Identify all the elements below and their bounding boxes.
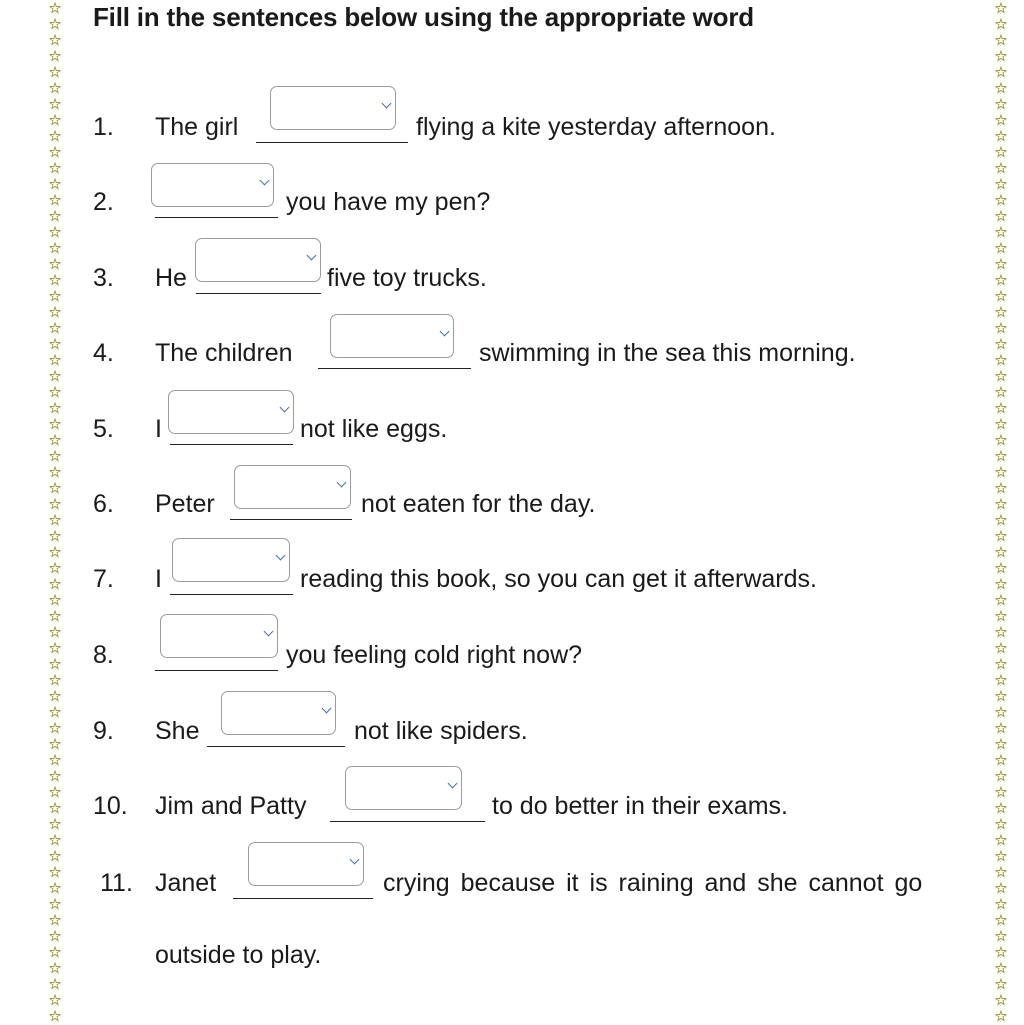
sentence-text-before: Peter <box>155 490 215 518</box>
star-icon: ☆ <box>48 671 62 689</box>
answer-blank-line <box>318 368 471 369</box>
star-icon: ☆ <box>48 863 62 881</box>
star-icon: ☆ <box>994 159 1008 177</box>
star-icon: ☆ <box>48 463 62 481</box>
chevron-down-icon <box>264 627 274 637</box>
star-icon: ☆ <box>48 207 62 225</box>
sentence-text-after: five toy trucks. <box>327 264 487 292</box>
answer-dropdown-10[interactable] <box>345 766 462 810</box>
star-icon: ☆ <box>994 303 1008 321</box>
star-icon: ☆ <box>48 575 62 593</box>
star-icon: ☆ <box>48 591 62 609</box>
answer-blank-line <box>233 898 373 899</box>
star-icon: ☆ <box>48 559 62 577</box>
sentence-text-after: crying because it is raining and she cannot go <box>383 869 923 897</box>
sentence-number: 2. <box>93 188 114 216</box>
star-icon: ☆ <box>994 431 1008 449</box>
star-icon: ☆ <box>48 1007 62 1025</box>
star-icon: ☆ <box>48 975 62 993</box>
sentence-2 <box>0 187 1024 227</box>
star-icon: ☆ <box>994 367 1008 385</box>
chevron-down-icon <box>260 176 270 186</box>
star-icon: ☆ <box>48 719 62 737</box>
star-icon: ☆ <box>48 127 62 145</box>
star-icon: ☆ <box>994 927 1008 945</box>
star-icon: ☆ <box>48 799 62 817</box>
chevron-down-icon <box>280 403 290 413</box>
star-icon: ☆ <box>48 399 62 417</box>
star-icon: ☆ <box>994 799 1008 817</box>
star-icon: ☆ <box>994 975 1008 993</box>
sentence-text-before: I <box>155 415 162 443</box>
star-icon: ☆ <box>48 831 62 849</box>
star-icon: ☆ <box>48 31 62 49</box>
star-icon: ☆ <box>994 623 1008 641</box>
answer-dropdown-9[interactable] <box>221 691 336 735</box>
star-icon: ☆ <box>994 815 1008 833</box>
answer-blank-line <box>207 746 345 747</box>
star-icon: ☆ <box>994 543 1008 561</box>
star-icon: ☆ <box>994 319 1008 337</box>
sentence-text-after: not like spiders. <box>354 717 528 745</box>
sentence-text-before: Jim and Patty <box>155 792 307 820</box>
sentence-number: 5. <box>93 415 114 443</box>
sentence-7 <box>0 564 1024 604</box>
star-icon: ☆ <box>994 991 1008 1009</box>
star-icon: ☆ <box>994 895 1008 913</box>
star-icon: ☆ <box>48 783 62 801</box>
star-icon: ☆ <box>48 47 62 65</box>
star-icon: ☆ <box>994 687 1008 705</box>
sentence-text-after: swimming in the sea this morning. <box>479 339 856 367</box>
star-icon: ☆ <box>994 0 1008 17</box>
star-icon: ☆ <box>994 479 1008 497</box>
chevron-down-icon <box>337 478 347 488</box>
star-icon: ☆ <box>994 719 1008 737</box>
star-icon: ☆ <box>994 335 1008 353</box>
sentence-text-before: The girl <box>155 113 239 141</box>
answer-blank-line <box>196 293 321 294</box>
star-icon: ☆ <box>994 671 1008 689</box>
sentence-number: 8. <box>93 641 114 669</box>
star-icon: ☆ <box>48 223 62 241</box>
star-icon: ☆ <box>48 527 62 545</box>
star-icon: ☆ <box>994 911 1008 929</box>
star-icon: ☆ <box>994 351 1008 369</box>
sentence-number: 1. <box>93 113 114 141</box>
star-icon: ☆ <box>48 191 62 209</box>
star-icon: ☆ <box>994 639 1008 657</box>
sentence-text-before: The children <box>155 339 293 367</box>
star-icon: ☆ <box>48 367 62 385</box>
sentence-text-before: I <box>155 565 162 593</box>
star-icon: ☆ <box>994 703 1008 721</box>
sentence-number: 4. <box>93 339 114 367</box>
star-icon: ☆ <box>48 687 62 705</box>
star-icon: ☆ <box>48 431 62 449</box>
star-icon: ☆ <box>48 943 62 961</box>
sentence-number: 3. <box>93 264 114 292</box>
star-icon: ☆ <box>48 383 62 401</box>
star-icon: ☆ <box>48 991 62 1009</box>
star-icon: ☆ <box>48 143 62 161</box>
answer-blank-line <box>330 821 485 822</box>
answer-dropdown-1[interactable] <box>270 86 396 130</box>
star-icon: ☆ <box>994 191 1008 209</box>
star-icon: ☆ <box>48 0 62 17</box>
answer-blank-line <box>170 444 293 445</box>
star-icon: ☆ <box>994 463 1008 481</box>
star-icon: ☆ <box>48 927 62 945</box>
star-icon: ☆ <box>48 959 62 977</box>
answer-dropdown-6[interactable] <box>234 465 351 509</box>
star-icon: ☆ <box>48 303 62 321</box>
star-icon: ☆ <box>48 607 62 625</box>
answer-blank-line <box>170 594 293 595</box>
star-icon: ☆ <box>994 863 1008 881</box>
star-icon: ☆ <box>994 223 1008 241</box>
sentence-10 <box>0 791 1024 831</box>
answer-dropdown-11[interactable] <box>248 842 364 886</box>
star-icon: ☆ <box>994 383 1008 401</box>
answer-dropdown-7[interactable] <box>172 538 290 582</box>
star-icon: ☆ <box>48 351 62 369</box>
star-icon: ☆ <box>994 767 1008 785</box>
sentence-text-before: He <box>155 264 187 292</box>
star-icon: ☆ <box>48 415 62 433</box>
star-icon: ☆ <box>48 63 62 81</box>
sentence-number: 11. <box>100 869 133 897</box>
sentence-text-after: reading this book, so you can get it afterwards. <box>300 565 817 593</box>
sentence-11-continuation: outside to play. <box>155 941 322 969</box>
star-icon: ☆ <box>48 239 62 257</box>
star-icon: ☆ <box>48 479 62 497</box>
answer-blank-line <box>256 142 408 143</box>
star-icon: ☆ <box>994 655 1008 673</box>
star-icon: ☆ <box>994 1007 1008 1025</box>
star-icon: ☆ <box>48 703 62 721</box>
star-icon: ☆ <box>994 831 1008 849</box>
star-icon: ☆ <box>48 767 62 785</box>
sentence-number: 10. <box>93 792 128 820</box>
star-icon: ☆ <box>994 95 1008 113</box>
star-icon: ☆ <box>48 159 62 177</box>
sentence-number: 9. <box>93 717 114 745</box>
answer-blank-line <box>155 670 278 671</box>
worksheet-title: Fill in the sentences below using the appropriate word <box>93 2 754 32</box>
sentence-5 <box>0 414 1024 454</box>
star-icon: ☆ <box>994 31 1008 49</box>
chevron-down-icon <box>382 99 392 109</box>
star-icon: ☆ <box>994 447 1008 465</box>
star-icon: ☆ <box>994 271 1008 289</box>
answer-dropdown-2[interactable] <box>151 163 274 207</box>
chevron-down-icon <box>440 327 450 337</box>
sentence-6 <box>0 489 1024 529</box>
sentence-text-before: Janet <box>155 869 217 897</box>
star-icon: ☆ <box>48 639 62 657</box>
star-icon: ☆ <box>48 447 62 465</box>
star-icon: ☆ <box>994 415 1008 433</box>
star-icon: ☆ <box>994 559 1008 577</box>
star-icon: ☆ <box>48 255 62 273</box>
star-icon: ☆ <box>994 399 1008 417</box>
star-icon: ☆ <box>48 511 62 529</box>
star-icon: ☆ <box>994 591 1008 609</box>
sentence-text-after: not eaten for the day. <box>361 490 596 518</box>
sentence-number: 7. <box>93 565 114 593</box>
sentence-8 <box>0 640 1024 680</box>
sentence-text-after: to do better in their exams. <box>492 792 788 820</box>
sentence-text-after: you have my pen? <box>286 188 491 216</box>
chevron-down-icon <box>448 779 458 789</box>
star-icon: ☆ <box>48 895 62 913</box>
sentence-11 <box>0 868 1024 908</box>
sentence-number: 6. <box>93 490 114 518</box>
star-icon: ☆ <box>48 847 62 865</box>
sentence-text-after: you feeling cold right now? <box>286 641 583 669</box>
star-icon: ☆ <box>48 879 62 897</box>
sentence-4 <box>0 335 1024 378</box>
star-icon: ☆ <box>994 287 1008 305</box>
chevron-down-icon <box>276 551 286 561</box>
star-icon: ☆ <box>994 847 1008 865</box>
star-icon: ☆ <box>48 751 62 769</box>
star-icon: ☆ <box>48 495 62 513</box>
star-icon: ☆ <box>994 959 1008 977</box>
star-icon: ☆ <box>994 111 1008 129</box>
star-icon: ☆ <box>48 735 62 753</box>
sentence-text-after: flying a kite yesterday afternoon. <box>416 113 776 141</box>
star-icon: ☆ <box>994 79 1008 97</box>
star-icon: ☆ <box>48 15 62 33</box>
sentence-9 <box>0 716 1024 756</box>
star-icon: ☆ <box>994 879 1008 897</box>
star-icon: ☆ <box>994 511 1008 529</box>
star-icon: ☆ <box>994 207 1008 225</box>
star-icon: ☆ <box>994 575 1008 593</box>
answer-blank-line <box>155 217 278 218</box>
star-icon: ☆ <box>994 943 1008 961</box>
star-icon: ☆ <box>994 751 1008 769</box>
answer-dropdown-3[interactable] <box>195 238 321 282</box>
sentence-1 <box>0 112 1024 152</box>
star-icon: ☆ <box>48 543 62 561</box>
star-icon: ☆ <box>48 287 62 305</box>
chevron-down-icon <box>350 855 360 865</box>
star-icon: ☆ <box>994 735 1008 753</box>
star-icon: ☆ <box>994 47 1008 65</box>
star-icon: ☆ <box>48 111 62 129</box>
chevron-down-icon <box>322 704 332 714</box>
star-icon: ☆ <box>48 335 62 353</box>
star-icon: ☆ <box>994 607 1008 625</box>
star-icon: ☆ <box>994 63 1008 81</box>
star-icon: ☆ <box>48 175 62 193</box>
star-icon: ☆ <box>994 15 1008 33</box>
answer-dropdown-4[interactable] <box>330 314 454 358</box>
star-icon: ☆ <box>994 239 1008 257</box>
star-icon: ☆ <box>994 143 1008 161</box>
star-icon: ☆ <box>994 527 1008 545</box>
star-icon: ☆ <box>994 495 1008 513</box>
chevron-down-icon <box>307 251 317 261</box>
star-icon: ☆ <box>48 911 62 929</box>
star-icon: ☆ <box>48 815 62 833</box>
sentence-text-after: not like eggs. <box>300 415 448 443</box>
sentence-3 <box>0 263 1024 303</box>
star-icon: ☆ <box>994 783 1008 801</box>
star-icon: ☆ <box>48 271 62 289</box>
star-icon: ☆ <box>48 623 62 641</box>
star-icon: ☆ <box>48 655 62 673</box>
answer-blank-line <box>230 519 352 520</box>
star-icon: ☆ <box>994 255 1008 273</box>
star-icon: ☆ <box>994 127 1008 145</box>
star-icon: ☆ <box>994 175 1008 193</box>
star-icon: ☆ <box>48 319 62 337</box>
answer-dropdown-5[interactable] <box>168 390 294 434</box>
answer-dropdown-8[interactable] <box>160 614 278 658</box>
sentence-text-before: She <box>155 717 200 745</box>
star-icon: ☆ <box>48 79 62 97</box>
star-icon: ☆ <box>48 95 62 113</box>
